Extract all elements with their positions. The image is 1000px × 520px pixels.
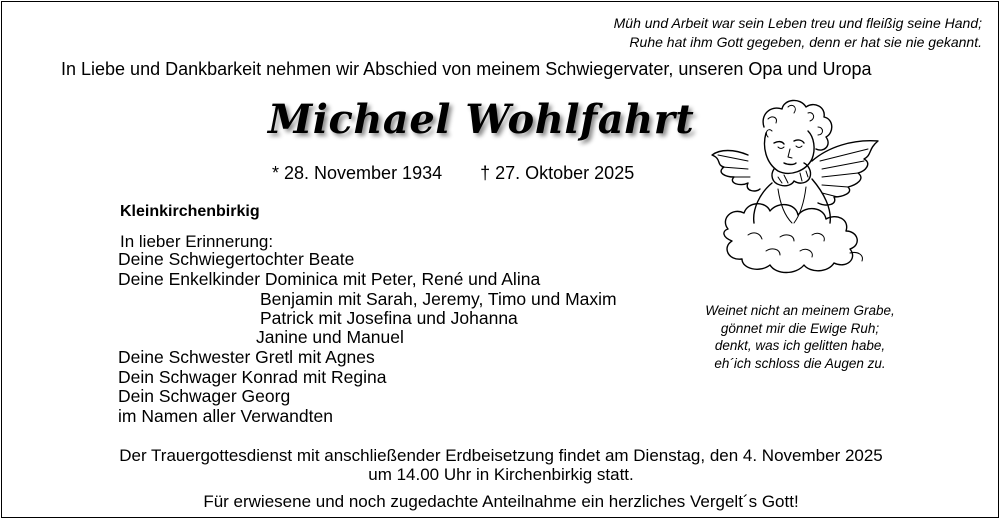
service-info [2, 446, 1000, 484]
place-name: Kleinkirchenbirkig [120, 203, 260, 220]
mourner-line: Janine und Manuel [256, 327, 404, 347]
obituary-notice [1, 1, 999, 518]
death-date: † 27. Oktober 2025 [480, 163, 635, 183]
mourner-line: Deine Schwiegertochter Beate [118, 249, 355, 269]
thanks-text: Für erwiesene und noch zugedachte Anteilnahme ein herzliches Vergelt´s Gott! [203, 492, 799, 511]
mourner-line: im Namen aller Verwandten [118, 405, 333, 426]
memory-heading: In lieber Erinnerung: [120, 232, 274, 251]
top-motto-line: Ruhe hat ihm Gott gegeben, denn er hat sie nie gekannt. [629, 34, 982, 50]
mourners-list [118, 250, 540, 289]
deceased-name: Michael Wohlfahrt [268, 96, 695, 143]
bottom-motto-line: gönnet mir die Ewige Ruh; [720, 320, 880, 336]
mourner-line: Deine Schwester Gretl mit Agnes [118, 347, 375, 367]
mourner-line: Deine Enkelkinder Dominica mit Peter, René und Alina [118, 268, 541, 289]
mourner-line: Patrick mit Josefina und Johanna [260, 308, 518, 328]
top-motto [614, 14, 982, 52]
service-line: um 14.00 Uhr in Kirchenbirkig statt. [368, 465, 634, 484]
birth-date: * 28. November 1934 [272, 163, 443, 183]
bottom-motto-line: Weinet nicht an meinem Grabe, [705, 303, 895, 318]
life-dates [272, 163, 634, 184]
mourner-line: Benjamin mit Sarah, Jeremy, Timo und Maxim [260, 289, 617, 309]
intro-text: In Liebe und Dankbarkeit nehmen wir Abschied von meinem Schwiegervater, unseren Opa und Uropa [61, 59, 872, 79]
bottom-motto [700, 302, 900, 372]
bottom-motto-line: eh´ich schloss die Augen zu. [714, 355, 886, 371]
mourner-line: Dein Schwager Konrad mit Regina [118, 366, 387, 387]
mourner-line: Dein Schwager Georg [118, 386, 291, 407]
top-motto-line: Müh und Arbeit war sein Leben treu und fleißig seine Hand; [613, 15, 982, 31]
bottom-motto-line: denkt, was ich gelitten habe, [714, 338, 886, 353]
cherub-angel-icon [708, 97, 880, 277]
mourners-list [118, 348, 386, 426]
service-line: Der Trauergottesdienst mit anschließender Erdbeisetzung findet am Dienstag, den 4. November 2025 [119, 446, 883, 465]
